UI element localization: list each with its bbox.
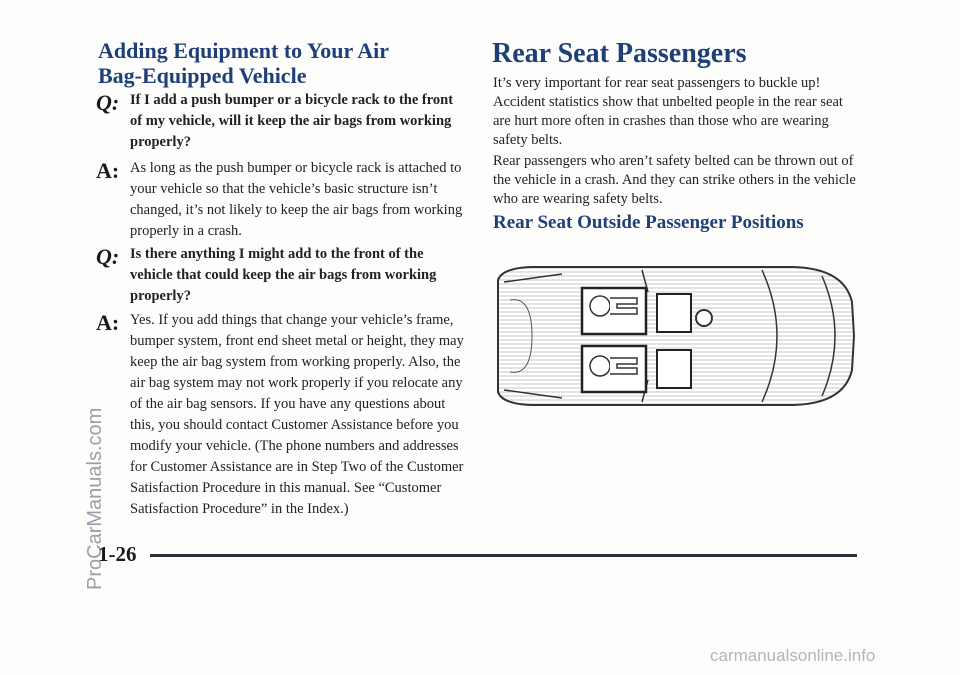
question-mark-label: Q: <box>96 90 120 115</box>
vehicle-seating-diagram <box>492 262 858 410</box>
answer-1 <box>96 158 466 242</box>
rear-seat-paragraph-2: Rear passengers who aren’t safety belted can be thrown out of the vehicle in a crash. And they can strike others in the vehicle who are wearing safety belts. <box>493 153 856 207</box>
answer-2 <box>96 310 466 520</box>
question-mark-label: Q: <box>96 244 120 269</box>
front-seat-right <box>657 350 691 388</box>
section-heading-rear-seat: Rear Seat Passengers <box>492 38 747 69</box>
footer-divider <box>150 554 857 557</box>
watermark-text: ProCarManuals.com <box>84 407 106 590</box>
footer-site-watermark: carmanualsonline.info <box>710 646 876 665</box>
page-number: 1-26 <box>98 542 137 566</box>
answer-mark-label: A: <box>96 310 120 335</box>
question-2-text: Is there anything I might add to the front of the vehicle that could keep the air bags from working properly? <box>130 246 437 304</box>
steering-wheel <box>696 310 712 326</box>
question-1 <box>96 90 466 153</box>
section-heading-air-bag-equipment: Adding Equipment to Your Air Bag-Equipped Vehicle <box>98 38 389 88</box>
question-2 <box>96 244 466 307</box>
subheading-outside-positions: Rear Seat Outside Passenger Positions <box>493 212 804 233</box>
answer-mark-label: A: <box>96 158 120 183</box>
front-seat-left <box>657 294 691 332</box>
question-1-text: If I add a push bumper or a bicycle rack to the front of my vehicle, will it keep the air bags from working properly? <box>130 92 454 150</box>
rear-seat-paragraph-1: It’s very important for rear seat passengers to buckle up! Accident statistics show that unbelted people in the rear seat are hurt more often in crashes than those who are wearing safety belts. <box>493 75 843 148</box>
answer-1-text: As long as the push bumper or bicycle rack is attached to your vehicle so that the vehicle’s basic structure isn’t changed, it’s not likely to keep the air bags from working properly in a crash. <box>130 160 463 239</box>
answer-2-text: Yes. If you add things that change your vehicle’s frame, bumper system, front end sheet metal or height, they may keep the air bag system from working properly. Also, the air bag system may not work properly if you relocate any of the air bag sensors. If you have any questions about this, you should contact Customer Assistance before you modify your vehicle. (The phone numbers and addresses for Customer Assistance are in Step Two of the Customer Satisfaction Procedure in this manual. See “Customer Satisfaction Procedure” in the Index.) <box>130 312 464 517</box>
